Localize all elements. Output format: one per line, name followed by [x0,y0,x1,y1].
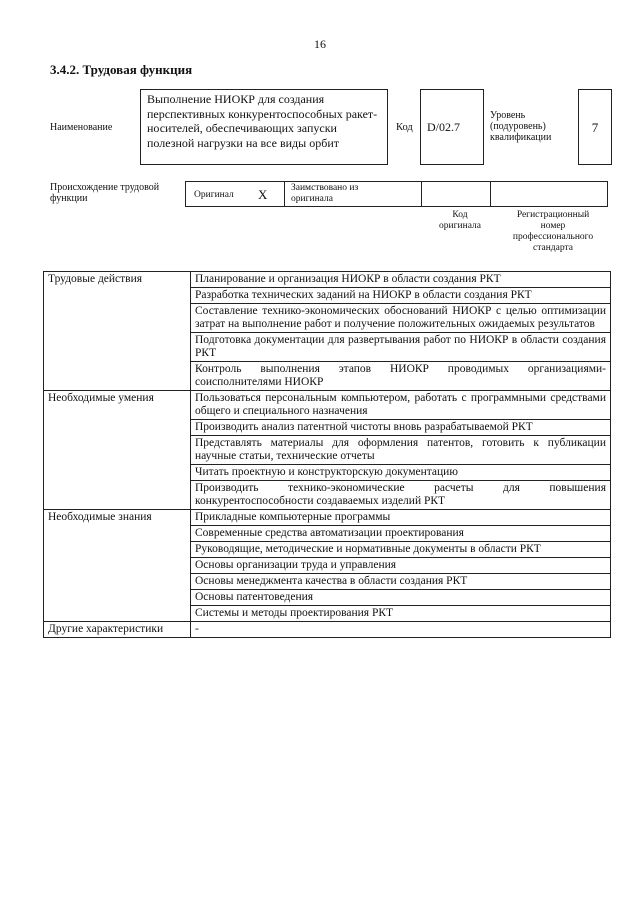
registration-number-cell [490,181,608,207]
origin-label [50,182,159,204]
level-label-line-2: (подуровень) [490,121,546,132]
item-cell: Составление технико-экономических обоснований НИОКР с целью оптимизации затрат на выполнение работ и получение положительных ожидаемых результатов [191,304,611,333]
level-label-line-1: Уровень [490,110,526,121]
labor-function-table [43,271,611,638]
level-label [490,110,551,143]
borrowed-cell [284,181,422,207]
item-cell: Основы патентоведения [191,590,611,606]
item-cell: Контроль выполнения этапов НИОКР проводимых организациями-соисполнителями НИОКР [191,362,611,391]
original-cell [185,181,285,207]
borrowed-label [291,183,358,205]
origin-label-line-1: Происхождение трудовой [50,182,160,193]
table-row [44,272,611,288]
borrowed-label-line-1: Заимствовано из [291,183,359,193]
code-label: Код [396,122,413,133]
table-row [44,391,611,420]
borrowed-label-line-2: оригинала [291,194,333,204]
table-row [44,622,611,638]
item-cell: Системы и методы проектирования РКТ [191,606,611,622]
code-caption-line-2: оригинала [439,221,481,231]
table-row [44,510,611,526]
item-cell: Пользоваться персональным компьютером, работать с программными средствами общего и специального назначения [191,391,611,420]
item-cell: Читать проектную и конструкторскую документацию [191,465,611,481]
registration-caption-line-3: профессионального [512,232,594,242]
item-cell: Производить технико-экономические расчеты для повышения конкурентоспособности создаваемых изделий РКТ [191,481,611,510]
registration-caption [498,210,608,254]
category-cell: Трудовые действия [44,272,191,391]
code-caption [420,210,500,232]
page-number: 16 [314,37,326,51]
category-cell: Необходимые знания [44,510,191,622]
origin-label-line-2: функции [50,193,88,204]
item-cell: Разработка технических заданий на НИОКР в области создания РКТ [191,288,611,304]
origin-row [186,181,608,207]
item-cell: Основы организации труда и управления [191,558,611,574]
category-cell: Необходимые умения [44,391,191,510]
section-title: 3.4.2. Трудовая функция [50,62,193,77]
registration-caption-line-2: номер [540,221,566,231]
function-name-box: Выполнение НИОКР для создания перспективных конкурентоспособных ракет-носителей, обеспечивающих запуски полезной нагрузки на все виды орбит [140,89,388,165]
item-cell: Подготовка документации для развертывания работ по НИОКР в области создания РКТ [191,333,611,362]
item-cell: - [191,622,611,638]
category-cell: Другие характеристики [44,622,191,638]
function-code-box: D/02.7 [420,89,484,165]
original-mark: X [258,187,268,202]
item-cell: Руководящие, методические и нормативные документы в области РКТ [191,542,611,558]
registration-caption-line-1: Регистрационный [516,210,590,220]
level-label-line-3: квалификации [490,132,552,143]
name-label: Наименование [50,122,113,133]
qualification-level-box: 7 [578,89,612,165]
item-cell: Основы менеджмента качества в области создания РКТ [191,574,611,590]
registration-caption-line-4: стандарта [533,243,573,253]
original-code-cell [421,181,491,207]
item-cell: Производить анализ патентной чистоты вновь разрабатываемой РКТ [191,420,611,436]
item-cell: Прикладные компьютерные программы [191,510,611,526]
original-label: Оригинал [194,190,234,200]
item-cell: Современные средства автоматизации проектирования [191,526,611,542]
item-cell: Планирование и организация НИОКР в области создания РКТ [191,272,611,288]
item-cell: Представлять материалы для оформления патентов, готовить к публикации научные статьи, технические отчеты [191,436,611,465]
code-caption-line-1: Код [452,210,468,220]
